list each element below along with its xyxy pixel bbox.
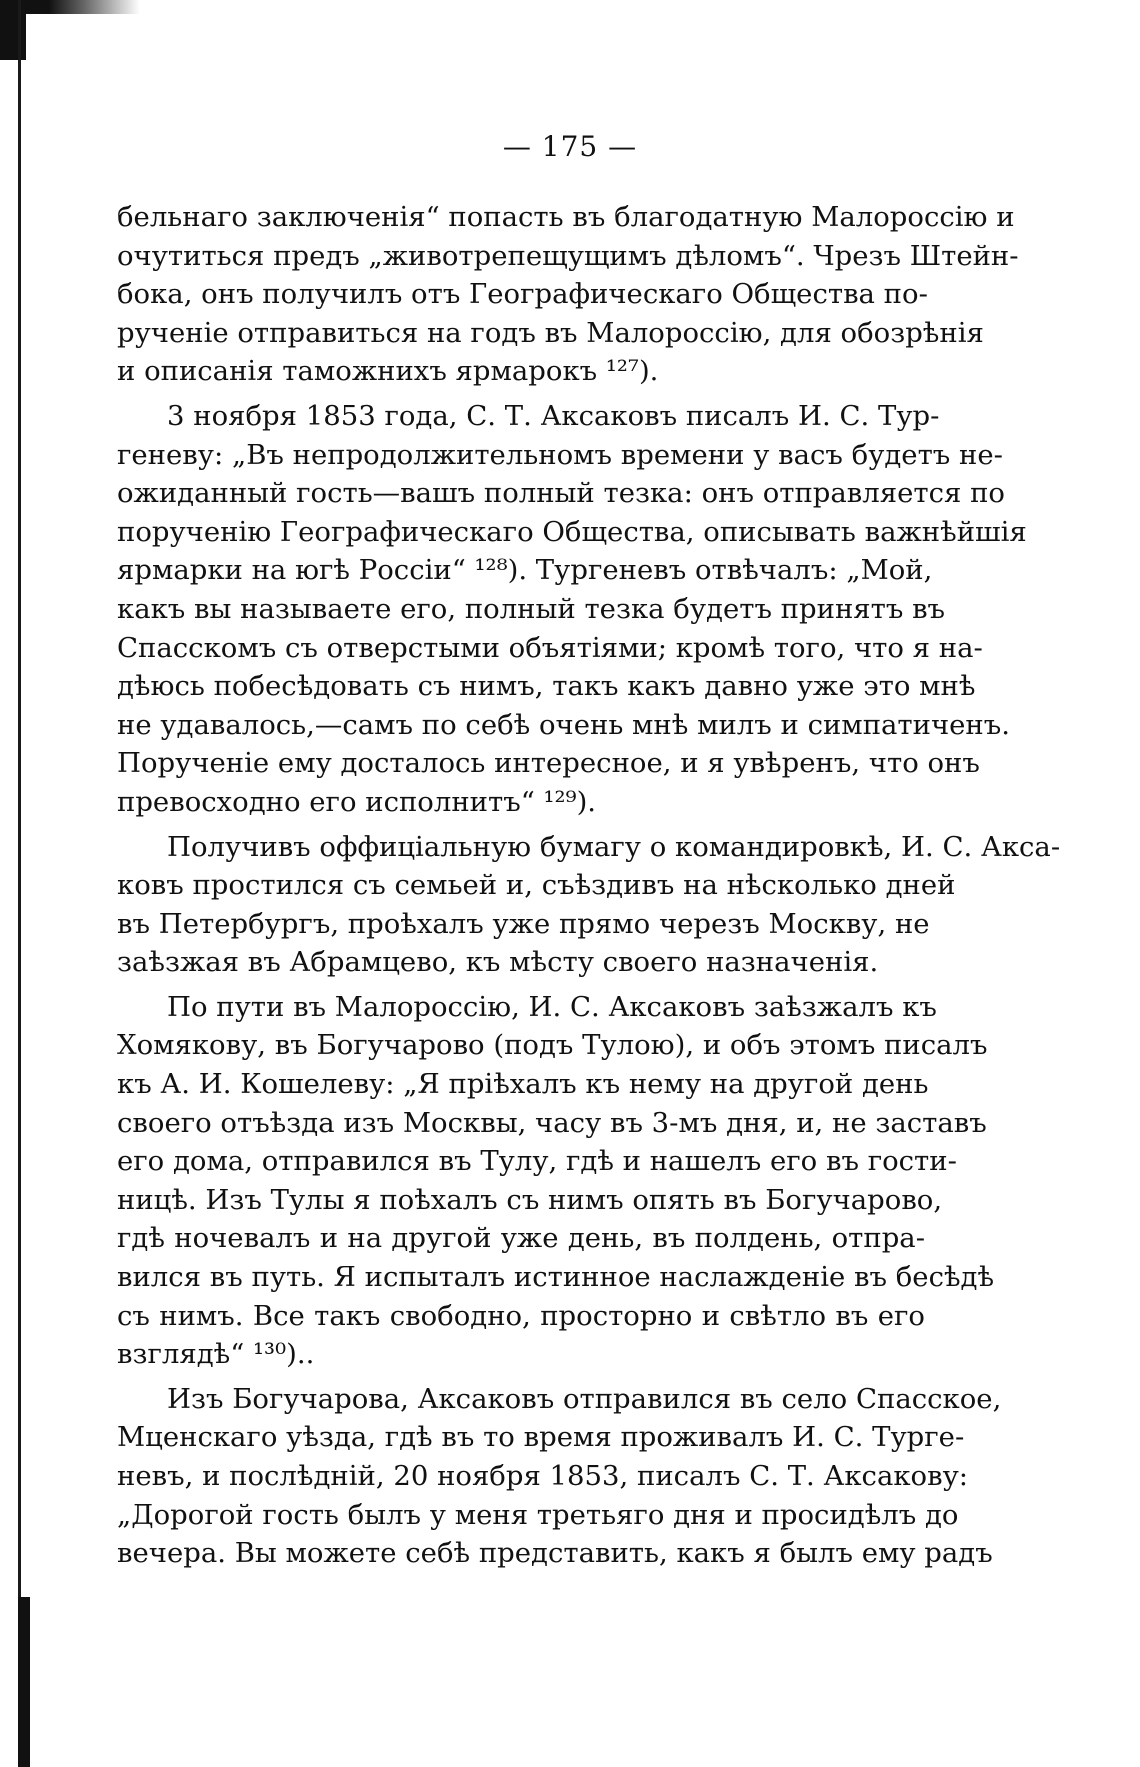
paragraph [117,828,1061,982]
text-line: ожиданный гость—вашъ полный тезка: онъ отправляется по [117,477,1005,510]
text-line: какъ вы называете его, полный тезка будетъ принятъ въ [117,592,946,625]
text-line: невъ, и послѣдній, 20 ноября 1853, писалъ С. Т. Аксакову: [117,1460,969,1492]
text-line: съ нимъ. Все такъ свободно, просторно и свѣтло въ его [117,1299,925,1332]
body-text [117,198,1061,1573]
text-line: порученію Географическаго Общества, описывать важнѣйшія [117,515,1027,548]
text-line: Изъ Богучарова, Аксаковъ отправился въ село Спасское, [167,1382,1002,1415]
text-line: взглядѣ“ ¹³⁰).. [117,1338,315,1371]
text-line: бельнаго заключенія“ попасть въ благодатную Малороссію и [117,201,1015,233]
text-line: заѣзжая въ Абрамцево, къ мѣсту своего назначенія. [117,946,879,979]
text-line: 3 ноября 1853 года, С. Т. Аксаковъ писалъ И. С. Тур- [167,399,940,432]
text-line: ковъ простился съ семьей и, съѣздивъ на нѣсколько дней [117,869,956,902]
text-line: рученіе отправиться на годъ въ Малороссію, для обозрѣнія [117,316,984,349]
paragraph [117,198,1019,391]
text-line: Хомякову, въ Богучарово (подъ Тулою), и объ этомъ писалъ [117,1029,988,1062]
text-line: геневу: „Въ непродолжительномъ времени у васъ будетъ не- [117,438,1003,471]
page-number: — 175 — [502,130,638,163]
text-line: очутиться предъ „животрепещущимъ дѣломъ“. Чрезъ Штейн- [117,239,1019,272]
text-line: Получивъ оффиціальную бумагу о командировкѣ, И. С. Акса- [167,830,1061,863]
text-line: въ Петербургъ, проѣхалъ уже прямо черезъ Москву, не [117,907,930,940]
text-line: превосходно его исполнитъ“ ¹²⁹). [117,785,597,818]
paragraph [117,988,995,1374]
text-line: „Дорогой гость былъ у меня третьяго дня и просидѣлъ до [117,1498,959,1531]
text-line: не удавалось,—самъ по себѣ очень мнѣ милъ и симпатиченъ. [117,708,1010,741]
text-line: Спасскомъ съ отверстыми объятіями; кромѣ того, что я на- [117,631,983,664]
text-line: вечера. Вы можете себѣ представить, какъ я былъ ему радъ [117,1537,993,1570]
text-line: къ А. И. Кошелеву: „Я пріѣхалъ къ нему на другой день [117,1068,929,1101]
text-line: и описанія таможнихъ ярмарокъ ¹²⁷). [117,355,659,388]
text-line: гдѣ ночевалъ и на другой уже день, въ полдень, отпра- [117,1222,925,1255]
text-line: дѣюсь побесѣдовать съ нимъ, такъ какъ давно уже это мнѣ [117,670,976,703]
text-line: По пути въ Малороссію, И. С. Аксаковъ заѣзжалъ къ [167,990,937,1023]
text-line: своего отъѣзда изъ Москвы, часу въ 3-мъ дня, и, не заставъ [117,1106,987,1139]
text-line: вился въ путь. Я испыталъ истинное наслажденіе въ бесѣдѣ [117,1261,995,1294]
text-line: ярмарки на югѣ Россіи“ ¹²⁸). Тургеневъ отвѣчалъ: „Мой, [117,554,933,587]
text-line: Порученіе ему досталось интересное, и я увѣренъ, что онъ [117,747,980,780]
text-line: Мценскаго уѣзда, гдѣ въ то время проживалъ И. С. Турге- [117,1421,965,1454]
scan-edge-left [18,0,21,1767]
text-line: ницѣ. Изъ Тулы я поѣхалъ съ нимъ опять въ Богучарово, [117,1183,943,1216]
paragraph [117,397,1027,822]
paragraph [117,1380,1002,1573]
scan-edge-bottom [18,1597,30,1767]
text-line: бока, онъ получилъ отъ Географическаго Общества по- [117,278,928,311]
scan-edge-corner-block [0,0,26,60]
text-line: его дома, отправился въ Тулу, гдѣ и нашелъ его въ гости- [117,1145,957,1178]
